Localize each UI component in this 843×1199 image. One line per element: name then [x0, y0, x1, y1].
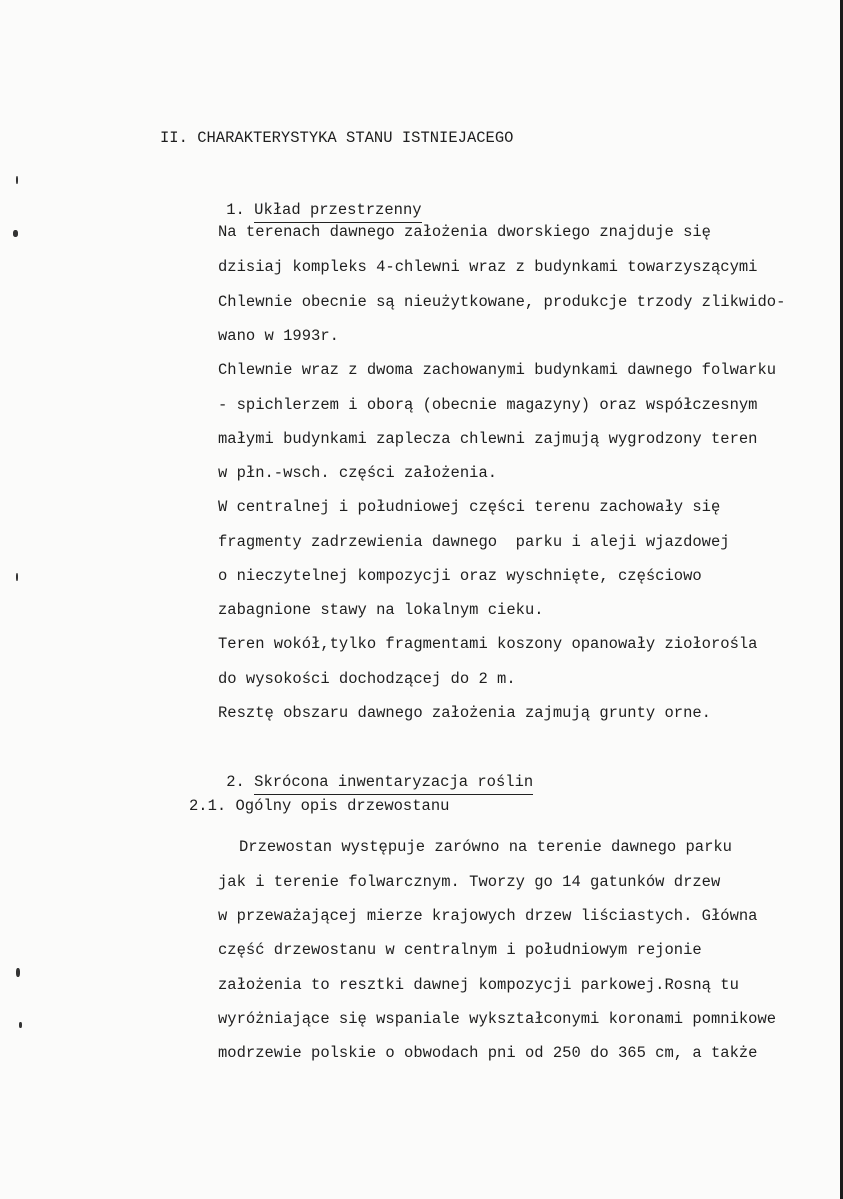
paragraph-line: o nieczytelnej kompozycji oraz wyschnięte, częściowo [218, 567, 702, 585]
paragraph-line: Teren wokół,tylko fragmentami koszony opanowały ziołorośla [218, 635, 758, 653]
subsection-heading: 2.1. Ogólny opis drzewostanu [189, 797, 450, 815]
paragraph-line: małymi budynkami zaplecza chlewni zajmują wygrodzony teren [218, 430, 758, 448]
paragraph-line: zabagnione stawy na lokalnym cieku. [218, 601, 544, 619]
paragraph-line: modrzewie polskie o obwodach pni od 250 do 365 cm, a także [218, 1044, 758, 1062]
section-1-title: Układ przestrzenny [254, 201, 421, 223]
section-1-number: 1. [226, 201, 245, 219]
paragraph-line: część drzewostanu w centralnym i południowym rejonie [218, 941, 702, 959]
paragraph-line: Chlewnie wraz z dwoma zachowanymi budynkami dawnego folwarku [218, 361, 777, 379]
paragraph-line: jak i terenie folwarcznym. Tworzy go 14 gatunków drzew [218, 873, 721, 891]
paragraph-line: w przeważającej mierze krajowych drzew liściastych. Główna [218, 907, 758, 925]
section-2-number: 2. [226, 773, 245, 791]
margin-mark [13, 230, 18, 237]
paragraph-line: wano w 1993r. [218, 327, 339, 345]
paragraph-line: założenia to resztki dawnej kompozycji parkowej.Rosną tu [218, 976, 739, 994]
paragraph-line: dzisiaj kompleks 4-chlewni wraz z budynkami towarzyszącymi [218, 258, 758, 276]
section-heading: II. CHARAKTERYSTYKA STANU ISTNIEJACEGO [160, 129, 514, 147]
paragraph-line: W centralnej i południowej części terenu zachowały się [218, 498, 721, 516]
margin-mark [19, 1022, 22, 1028]
paragraph-line: Drzewostan występuje zarówno na terenie dawnego parku [239, 838, 732, 856]
paragraph-line: Chlewnie obecnie są nieużytkowane, produkcje trzody zlikwido- [218, 293, 786, 311]
margin-mark [16, 573, 18, 581]
paragraph-line: - spichlerzem i oborą (obecnie magazyny) oraz współczesnym [218, 396, 758, 414]
margin-mark [16, 968, 20, 977]
paragraph-line: wyróżniające się wspaniale wykształconymi koronami pomnikowe [218, 1010, 777, 1028]
margin-mark [16, 176, 18, 184]
paragraph-line: w płn.-wsch. części założenia. [218, 464, 498, 482]
paragraph-line: fragmenty zadrzewienia dawnego parku i aleji wjazdowej [218, 533, 730, 551]
paragraph-line: Resztę obszaru dawnego założenia zajmują grunty orne. [218, 704, 711, 722]
paragraph-line: Na terenach dawnego założenia dworskiego znajduje się [218, 223, 711, 241]
section-2-title: Skrócona inwentaryzacja roślin [254, 773, 533, 795]
paragraph-line: do wysokości dochodzącej do 2 m. [218, 670, 516, 688]
